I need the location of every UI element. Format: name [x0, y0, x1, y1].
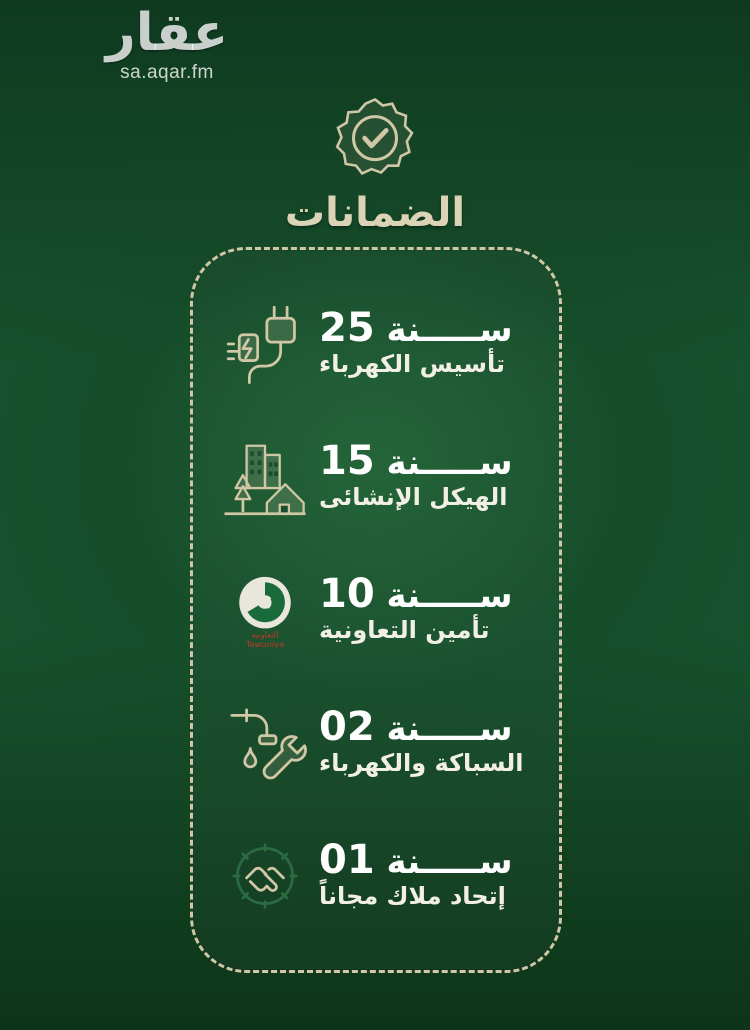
watermark-url: sa.aqar.fm [120, 62, 214, 83]
guarantees-card [190, 247, 562, 973]
guarantee-row-plumbing [209, 683, 543, 803]
guarantee-years-2: ســـــنة 15 [319, 438, 513, 485]
guarantee-label-4: السباكة والكهرباء [319, 748, 524, 777]
guarantee-row-structure [209, 417, 543, 537]
guarantee-row-insurance [209, 550, 543, 670]
watermark-logo: عقار [105, 3, 229, 63]
guarantee-label-3: تأمين التعاونية [319, 615, 490, 644]
guarantee-years-5: ســـــنة 01 [319, 836, 513, 883]
buildings-house-icon [219, 431, 311, 523]
guarantee-label-1: تأسيس الكهرباء [319, 350, 505, 379]
faucet-wrench-icon [219, 697, 311, 789]
check-seal-icon [332, 96, 418, 182]
guarantee-row-owners-union [209, 816, 543, 936]
tawuniya-logo-icon [219, 564, 311, 656]
guarantee-years-1: ســـــنة 25 [319, 305, 513, 352]
electric-plug-icon [219, 298, 311, 390]
guarantee-years-3: ســـــنة 10 [319, 570, 513, 617]
page-title: الضمانات [284, 190, 466, 236]
guarantee-years-4: ســـــنة 02 [319, 703, 513, 750]
svg-text:Tawuniya: Tawuniya [245, 638, 285, 649]
guarantee-label-2: الهيكل الإنشائى [319, 483, 508, 512]
header [0, 96, 750, 236]
handshake-gear-icon [219, 830, 311, 922]
guarantee-label-5: إتحاد ملاك مجاناً [319, 881, 506, 910]
svg-text:التعاونية: التعاونية [251, 629, 279, 640]
watermark [92, 4, 242, 84]
guarantee-row-electricity [209, 284, 543, 404]
